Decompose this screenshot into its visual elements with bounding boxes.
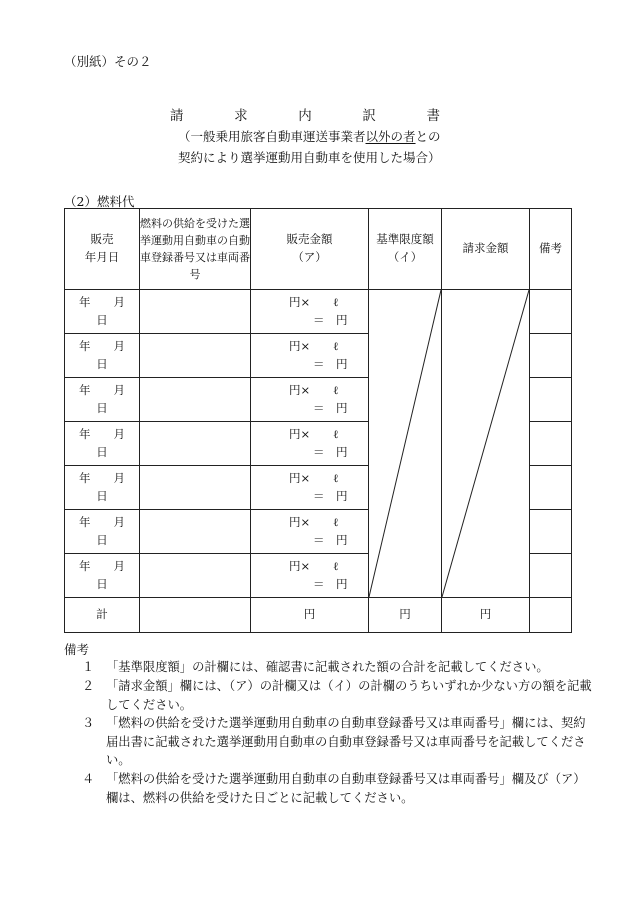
date-year: 年 (79, 514, 91, 529)
amount-line-1: 円× ℓ (289, 514, 339, 529)
sale-amount-cell (251, 334, 369, 378)
table-header-row (65, 209, 572, 290)
date-month: 月 (113, 338, 125, 353)
total-limit-amount: 円 (369, 598, 442, 633)
header-limit-amount (369, 209, 442, 290)
fuel-vehicle-cell (140, 554, 251, 598)
date-day: 日 (96, 576, 108, 591)
sale-date-cell (65, 466, 140, 510)
sale-amount-cell (251, 378, 369, 422)
date-year: 年 (79, 470, 91, 485)
date-month: 月 (113, 294, 125, 309)
diagonal-strike (369, 290, 441, 597)
note-text: 「燃料の供給を受けた選挙運動用自動車の自動車登録番号又は車両番号」欄及び（ア）欄は、燃料の供給を受けた日ごとに記載してください。 (106, 772, 586, 805)
limit-amount-crossed-cell (369, 290, 442, 598)
subtitle-text: との (415, 129, 441, 144)
fuel-vehicle-cell (140, 510, 251, 554)
title-char: 内 (298, 108, 312, 124)
remark-note (82, 714, 602, 770)
date-month: 月 (113, 514, 125, 529)
amount-line-1: 円× ℓ (289, 426, 339, 441)
total-label: 計 (65, 598, 140, 633)
sale-amount-cell (251, 290, 369, 334)
header-text: 販売金額 (286, 232, 333, 247)
header-text: （ア） (292, 250, 327, 264)
amount-line-1: 円× ℓ (289, 470, 339, 485)
document-title (170, 104, 440, 124)
attachment-label: （別紙）その２ (64, 54, 152, 69)
sale-amount-cell (251, 554, 369, 598)
remarks-cell (530, 290, 572, 334)
fuel-vehicle-cell (140, 466, 251, 510)
header-remarks: 備考 (530, 209, 572, 290)
date-month: 月 (113, 470, 125, 485)
sale-date-cell (65, 422, 140, 466)
amount-line-2: ＝ 円 (313, 312, 348, 327)
date-year: 年 (79, 426, 91, 441)
date-year: 年 (79, 294, 91, 309)
fuel-vehicle-cell (140, 334, 251, 378)
remarks-cell (530, 334, 572, 378)
sale-date-cell (65, 334, 140, 378)
subtitle-line-1 (178, 127, 441, 145)
subtitle-text: （一般乗用旅客自動車運送事業者 (178, 129, 366, 144)
sale-amount-cell (251, 422, 369, 466)
claim-amount-crossed-cell (442, 290, 530, 598)
title-char: 求 (234, 108, 248, 124)
amount-line-2: ＝ 円 (313, 576, 348, 591)
amount-line-2: ＝ 円 (313, 356, 348, 371)
header-text: 基準限度額 (376, 232, 434, 247)
note-number: ３ (82, 716, 95, 730)
amount-line-1: 円× ℓ (289, 294, 339, 309)
table-row (65, 290, 572, 334)
date-year: 年 (79, 558, 91, 573)
sale-date-cell (65, 554, 140, 598)
sale-date-cell (65, 510, 140, 554)
header-claim-amount: 請求金額 (442, 209, 530, 290)
amount-line-1: 円× ℓ (289, 558, 339, 573)
date-day: 日 (96, 356, 108, 371)
header-sale-date (65, 209, 140, 290)
fuel-vehicle-cell (140, 290, 251, 334)
total-fuel-cell (140, 598, 251, 633)
date-day: 日 (96, 444, 108, 459)
total-claim-amount: 円 (442, 598, 530, 633)
date-day: 日 (96, 488, 108, 503)
sale-date-cell (65, 378, 140, 422)
diagonal-strike (442, 290, 529, 597)
date-month: 月 (113, 382, 125, 397)
sale-amount-cell (251, 466, 369, 510)
total-sale-amount: 円 (251, 598, 369, 633)
date-year: 年 (79, 338, 91, 353)
amount-line-2: ＝ 円 (313, 532, 348, 547)
note-number: １ (82, 660, 95, 674)
sale-date-cell (65, 290, 140, 334)
date-day: 日 (96, 312, 108, 327)
header-sale-amount (251, 209, 369, 290)
total-row (65, 598, 572, 633)
note-text: 「燃料の供給を受けた選挙運動用自動車の自動車登録番号又は車両番号」欄には、契約届出書に記載された選挙運動用自動車の自動車登録番号又は車両番号を記載してください。 (106, 716, 586, 767)
title-char: 請 (170, 108, 184, 124)
date-year: 年 (79, 382, 91, 397)
date-month: 月 (113, 426, 125, 441)
note-number: ４ (82, 772, 95, 786)
remark-note (82, 770, 602, 807)
date-day: 日 (96, 532, 108, 547)
remarks-cell (530, 510, 572, 554)
header-text: 年月日 (84, 250, 120, 264)
header-fuel-vehicle: 燃料の供給を受けた選挙運動用自動車の自動車登録番号又は車両番号 (140, 209, 251, 290)
header-text: （イ） (387, 250, 423, 264)
subtitle-underlined-text: 以外の者 (365, 129, 416, 144)
date-month: 月 (113, 558, 125, 573)
amount-line-2: ＝ 円 (313, 400, 348, 415)
amount-line-1: 円× ℓ (289, 338, 339, 353)
subtitle-line-2: 契約により選挙運動用自動車を使用した場合） (178, 150, 441, 165)
amount-line-2: ＝ 円 (313, 488, 348, 503)
remarks-cell (530, 554, 572, 598)
header-text: 販売 (90, 232, 114, 247)
note-text: 「請求金額」欄には、（ア）の計欄又は（イ）の計欄のうちいずれか少ない方の額を記載してください。 (106, 679, 592, 712)
title-char: 訳 (362, 108, 376, 124)
note-number: ２ (82, 679, 95, 693)
remark-note (82, 677, 602, 714)
total-remarks-cell (530, 598, 572, 633)
sale-amount-cell (251, 510, 369, 554)
remarks-cell (530, 378, 572, 422)
amount-line-2: ＝ 円 (313, 444, 348, 459)
remark-note (82, 658, 602, 676)
section-heading: （2）燃料代 (64, 194, 135, 209)
note-text: 「基準限度額」の計欄には、確認書に記載された額の合計を記載してください。 (106, 660, 549, 674)
remarks-cell (530, 422, 572, 466)
remarks-title: 備考 (64, 642, 90, 657)
fuel-vehicle-cell (140, 422, 251, 466)
title-char: 書 (426, 108, 440, 124)
fuel-vehicle-cell (140, 378, 251, 422)
amount-line-1: 円× ℓ (289, 382, 339, 397)
fuel-cost-table (64, 208, 572, 633)
date-day: 日 (96, 400, 108, 415)
remarks-cell (530, 466, 572, 510)
